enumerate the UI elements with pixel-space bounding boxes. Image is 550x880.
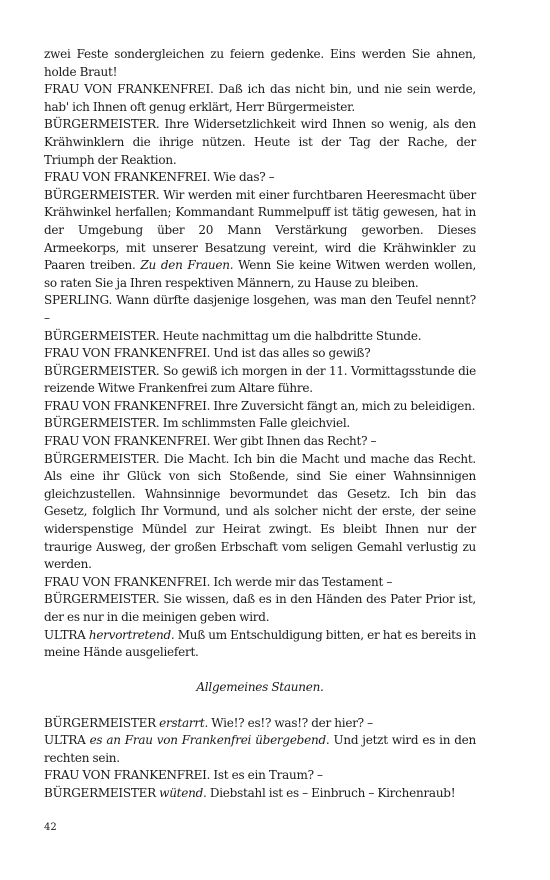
line-text: FRAU VON FRANKENFREI. Und ist das alles so gewiß? (44, 346, 371, 361)
line-text: Diebstahl ist es – Einbruch – Kirchenraub! (206, 785, 456, 800)
dialogue-line (44, 328, 476, 346)
dialogue-line (44, 415, 476, 433)
dialogue-line (44, 767, 476, 785)
line-text: FRAU VON FRANKENFREI. Ist es ein Traum? – (44, 768, 323, 783)
line-text: FRAU VON FRANKENFREI. Wer gibt Ihnen das Recht? – (44, 434, 377, 449)
dialogue-line (44, 732, 476, 767)
stage-direction-text: wütend. (159, 785, 207, 800)
line-text: BÜRGERMEISTER. Heute nachmittag um die halbdritte Stunde. (44, 328, 422, 343)
dialogue-line (44, 345, 476, 363)
dialogue-line (44, 433, 476, 451)
dialogue-line (44, 292, 476, 327)
dialogue-line (44, 46, 476, 81)
dialogue-line (44, 785, 476, 803)
line-text: BÜRGERMEISTER (44, 785, 160, 800)
book-page-text (44, 46, 476, 803)
dialogue-line (44, 398, 476, 416)
line-text: FRAU VON FRANKENFREI. Ich werde mir das Testament – (44, 574, 393, 589)
dialogue-line (44, 627, 476, 662)
line-text: Wie!? es!? was!? der hier? – (208, 715, 373, 730)
stage-direction-text: Allgemeines Staunen. (196, 680, 324, 695)
dialogue-line (44, 81, 476, 116)
dialogue-line (44, 187, 476, 293)
line-text: Wenn Sie keine Witwen werden wollen, so raten Sie ja Ihren respektiven Männern, zu Hause zu bleiben. (44, 258, 477, 290)
line-text: FRAU VON FRANKENFREI. Daß ich das nicht bin, und nie sein werde, hab' ich Ihnen oft genug erklärt, Herr Bürgermeister. (44, 82, 476, 114)
stage-direction-text: Zu den Frauen. (140, 258, 234, 273)
dialogue-line (44, 169, 476, 187)
line-text: BÜRGERMEISTER. Im schlimmsten Falle gleichviel. (44, 416, 350, 431)
line-text: Und jetzt wird es in den rechten sein. (44, 733, 476, 765)
line-text: BÜRGERMEISTER. So gewiß ich morgen in der 11. Vormittagsstunde die reizende Witwe Frankenfrei zum Altare führe. (44, 363, 476, 396)
stage-direction-text: es an Frau von Frankenfrei übergebend. (89, 733, 330, 748)
line-text: FRAU VON FRANKENFREI. Wie das? – (44, 170, 275, 185)
line-text: FRAU VON FRANKENFREI. Ihre Zuversicht fängt an, mich zu beleidigen. (44, 398, 476, 413)
blank-line (44, 662, 476, 680)
dialogue-line (44, 116, 476, 169)
line-text: ULTRA (44, 733, 90, 748)
stage-direction-text: hervortretend. (88, 627, 175, 642)
stage-direction (44, 679, 476, 697)
stage-direction-text: erstarrt. (159, 715, 209, 730)
dialogue-line (44, 363, 476, 398)
dialogue-line (44, 574, 476, 592)
dialogue-line (44, 591, 476, 626)
line-text: zwei Feste sondergleichen zu feiern gedenke. Eins werden Sie ahnen, holde Braut! (44, 47, 476, 79)
line-text: BÜRGERMEISTER. Sie wissen, daß es in den Händen des Pater Prior ist, der es nur in die meinigen geben wird. (44, 592, 476, 624)
blank-line (44, 697, 476, 715)
line-text: BÜRGERMEISTER (44, 715, 160, 730)
page-number: 42 (44, 822, 57, 833)
line-text: Muß um Entschuldigung bitten, er hat es bereits in meine Hände ausgeliefert. (44, 627, 476, 660)
line-text: BÜRGERMEISTER. Die Macht. Ich bin die Macht und mache das Recht. Als eine ihr Glück von sich Stoßende, sind Sie einer Wahnsinnigen gleichzustellen. Wahnsinnige bevormundet das Gesetz. Ich bin das Gesetz, folglich Ihr Vormund, und als solcher nicht der erste, der seine widerspenstige Mündel zur Heirat zwingt. Es bleibt Ihnen nur der traurige Ausweg, der großen Erbschaft vom seligen Gemahl verlustig zu werden. (44, 451, 476, 572)
line-text: ULTRA (44, 627, 89, 642)
line-text: SPERLING. Wann dürfte dasjenige losgehen, was man den Teufel nennt? – (44, 293, 476, 325)
dialogue-line (44, 715, 476, 733)
line-text: BÜRGERMEISTER. Ihre Widersetzlichkeit wird Ihnen so wenig, als den Krähwinklern die ihrige nützen. Heute ist der Tag der Rache, der Triumph der Reaktion. (44, 117, 476, 167)
line-text: BÜRGERMEISTER. Wir werden mit einer furchtbaren Heeresmacht über Krähwinkel herfallen; Kommandant Rummelpuff ist tätig gewesen, hat in der Umgebung über 20 Mann Verstärkung geworben. Dieses Armeekorps, mit unserer Besatzung vereint, wird die Krähwinkler zu Paaren treiben. (44, 187, 476, 273)
dialogue-line (44, 451, 476, 574)
